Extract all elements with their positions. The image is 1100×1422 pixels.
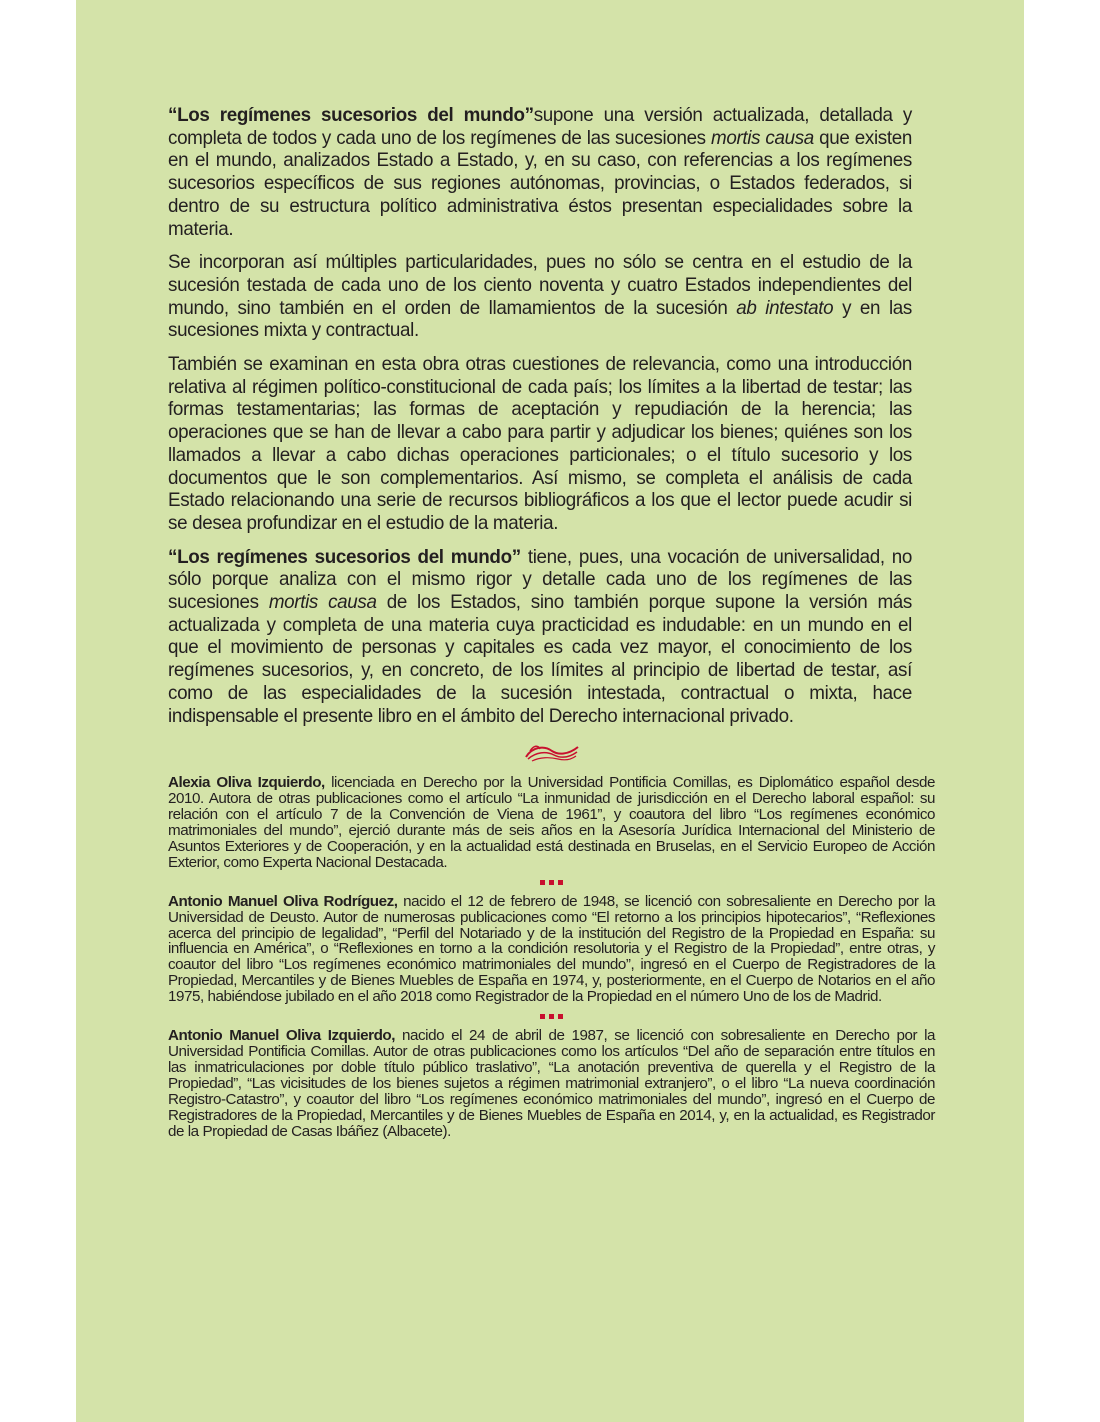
latin-term: mortis causa [711,126,814,149]
back-cover [76,0,1024,1422]
book-title-bold: “Los regímenes sucesorios del mundo” [168,104,534,126]
paragraph-text: y en las sucesiones mixta y contractual. [168,296,912,342]
paragraph-universality [168,546,912,728]
paragraph-topics [168,353,912,535]
author-bio [168,894,935,1005]
paragraph-text: tiene, pues, una vocación de universalidad, no sólo porque analiza con el mismo rigor y detalle cada uno de los regímenes de las sucesiones [168,545,912,614]
paragraph-text: supone una versión actualizada, detallada y completa de todos y cada uno de los regímenes de las sucesiones [168,104,912,149]
ornament-icon [522,739,582,765]
author-name: Antonio Manuel Oliva Izquierdo, [168,1027,395,1045]
separator-dots-icon [168,1007,935,1027]
paragraph-particularities [168,251,912,342]
book-title-bold: “Los regímenes sucesorios del mundo” [168,545,521,568]
cover-text [168,104,935,1139]
paragraph-text: de los Estados, sino también porque supone la versión más actualizada y completa de una materia cuya practicidad es indudable: en un mundo en el que el movimiento de personas y capitales es cada vez mayor, el conocimiento de los regímenes sucesorios, y, en concreto, de los límites al principio de libertad de testar, así como de las especialidades de la sucesión intestada, contractual o mixta, hace indispensable el presente libro en el ámbito del Derecho internacional privado. [168,591,912,727]
paragraph-text: Se incorporan así múltiples particularidades, pues no sólo se centra en el estudio de la sucesión testada de cada uno de los ciento noventa y cuatro Estados independientes del mundo, sino también en el orden de llamamientos de la sucesión [168,251,912,319]
paragraph-text: que existen en el mundo, analizados Estado a Estado, y, en su caso, con referencias a los regímenes sucesorios específicos de sus regiones autónomas, provincias, o Estados federados, si dentro de su estructura político administrativa éstos presentan especialidades sobre la materia. [168,126,912,240]
author-bio-text: licenciada en Derecho por la Universidad Pontificia Comillas, es Diplomático español desde 2010. Autora de otras publicaciones como el artículo “La inmunidad de jurisdicción en el Derecho laboral español: su relación con el artículo 7 de la Convención de Viena de 1961”, y coautora del libro “Los regímenes económico matrimoniales del mundo”, ejerció durante más de seis años en la Asesoría Jurídica Internacional del Ministerio de Asuntos Exteriores y de Cooperación, y en la actualidad está destinada en Bruselas, en el Servicio Europeo de Acción Exterior, como Experta Nacional Destacada. [168,774,935,871]
latin-term: ab intestato [736,296,834,319]
paragraph-intro [168,104,912,240]
paragraph-text: También se examinan en esta obra otras cuestiones de relevancia, como una introducción relativa al régimen político-constitucional de cada país; los límites a la libertad de testar; las formas testamentarias; las formas de aceptación y repudiación de la herencia; las operaciones que se han de llevar a cabo para partir y adjudicar los bienes; quiénes son los llamados a llevar a cabo dichas operaciones particionales; o el título sucesorio y los documentos que le son complementarios. Así mismo, se completa el análisis de cada Estado relacionando una serie de recursos bibliográficos a los que el lector puede acudir si se desea profundizar en el estudio de la materia. [168,353,912,534]
separator-dots-icon [168,873,935,893]
author-bio-text: nacido el 24 de abril de 1987, se licenció con sobresaliente en Derecho por la Universidad Pontificia Comillas. Autor de otras publicaciones como los artículos “Del año de separación entre títulos en las inmatriculaciones por doble título público traslativo”, “La anotación preventiva de querella y el Registro de la Propiedad”, “Las vicisitudes de los bienes sujetos a régimen matrimonial extranjero”, o el libro “La nueva coordinación Registro-Catastro”, y coautor del libro “Los regímenes económico matrimoniales del mundo”, ingresó en el Cuerpo de Registradores de la Propiedad, Mercantiles y de Bienes Muebles de España en 2014, y, en la actualidad, es Registrador de la Propiedad de Casas Ibáñez (Albacete). [168,1027,935,1140]
latin-term: mortis causa [268,591,377,614]
author-name: Alexia Oliva Izquierdo, [168,774,325,792]
author-bio-text: nacido el 12 de febrero de 1948, se licenció con sobresaliente en Derecho por la Universidad de Deusto. Autor de numerosas publicaciones como “El retorno a los principios hipotecarios”, “Reflexiones acerca del principio de legalidad”, “Perfil del Notariado y de la institución del Registro de la Propiedad en España: su influencia en América”, o “Reflexiones en torno a la condición resolutoria y el Registro de la Propiedad”, entre otras, y coautor del libro “Los regímenes económico matrimoniales del mundo”, ingresó en el Cuerpo de Registradores de la Propiedad, Mercantiles y de Bienes Muebles de España en 1974, y, posteriormente, en el Cuerpo de Notarios en el año 1975, habiéndose jubilado en el año 2018 como Registrador de la Propiedad en el número Uno de los de Madrid. [168,892,935,1006]
author-bio [168,775,935,870]
author-bio [168,1028,935,1139]
author-name: Antonio Manuel Oliva Rodríguez, [168,892,398,910]
author-bios [168,775,935,1139]
